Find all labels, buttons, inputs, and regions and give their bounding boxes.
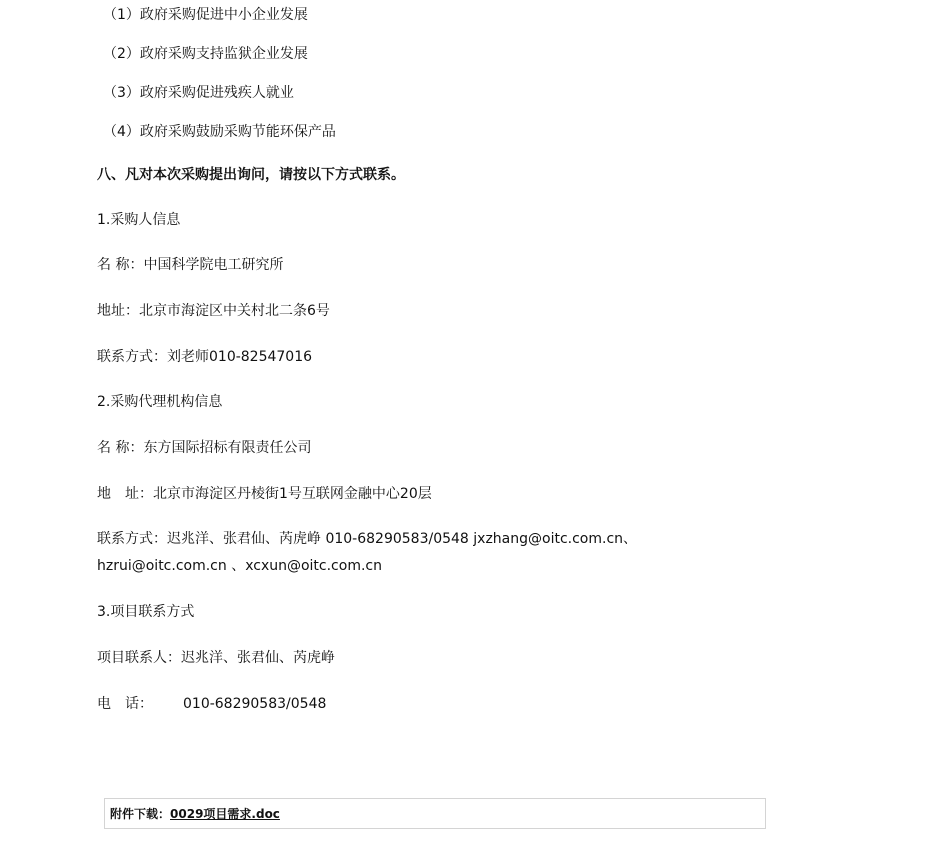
purchaser-contact: 联系方式：刘老师010-82547016 [97, 349, 313, 365]
purchaser-address: 地址：北京市海淀区中关村北二条6号 [97, 303, 330, 319]
phone-label: 电 话： [97, 696, 153, 712]
policy-item-3: （3）政府采购促进残疾人就业 [103, 85, 294, 101]
purchaser-info-title: 1.采购人信息 [97, 212, 181, 228]
purchaser-name: 名 称：中国科学院电工研究所 [97, 257, 284, 273]
agency-address: 地 址：北京市海淀区丹棱街1号互联网金融中心20层 [97, 486, 432, 502]
agency-contact: 联系方式：迟兆洋、张君仙、芮虎峥 010-68290583/0548 jxzhang@oitc.com.cn、hzrui@oitc.com.cn 、xcxun@oitc.com.cn [97, 531, 638, 574]
project-phone [97, 694, 326, 714]
phone-value: 010-68290583/0548 [183, 696, 327, 712]
attachment-download-link[interactable]: 0029项目需求.doc [170, 807, 280, 821]
policy-item-2: （2）政府采购支持监狱企业发展 [103, 46, 308, 62]
project-contact-title: 3.项目联系方式 [97, 604, 195, 620]
policy-item-4: （4）政府采购鼓励采购节能环保产品 [103, 124, 336, 140]
project-contact-person: 项目联系人：迟兆洋、张君仙、芮虎峥 [97, 650, 335, 666]
agency-info-title: 2.采购代理机构信息 [97, 394, 223, 410]
attachment-download-box [104, 798, 766, 829]
agency-name: 名 称：东方国际招标有限责任公司 [97, 440, 312, 456]
policy-item-1: （1）政府采购促进中小企业发展 [103, 7, 308, 23]
attachment-label: 附件下载： [110, 807, 171, 821]
contact-section-heading: 八、凡对本次采购提出询问，请按以下方式联系。 [97, 167, 405, 183]
